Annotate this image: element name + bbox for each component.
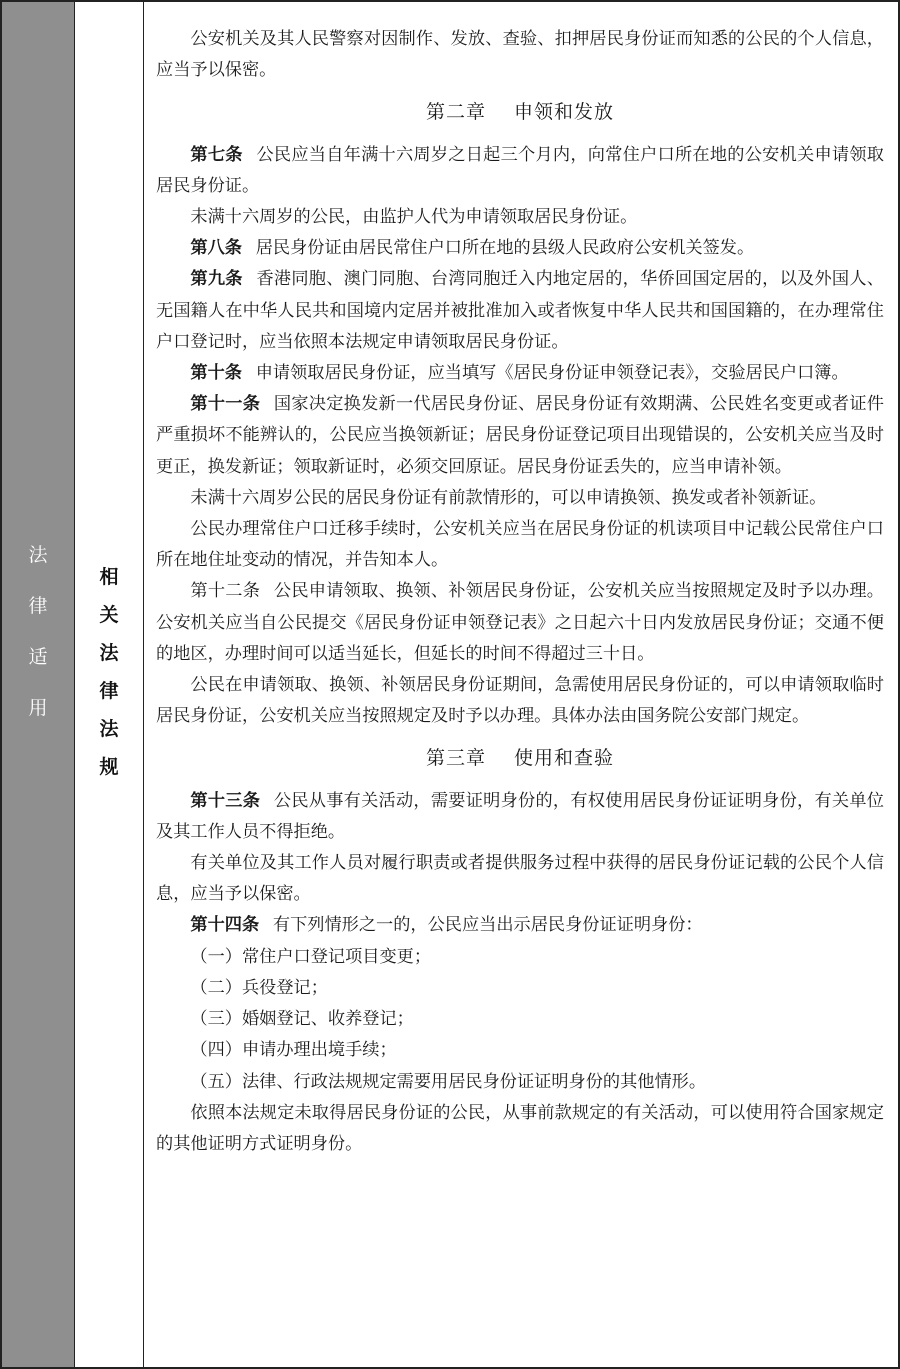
section-char: 法 xyxy=(99,642,119,664)
list-item: （四）申请办理出境手续； xyxy=(190,1040,397,1061)
category-char: 律 xyxy=(28,595,48,617)
article xyxy=(156,264,884,358)
article xyxy=(156,233,884,264)
article-label-plain: 第十二条 xyxy=(190,581,261,602)
article-label: 第八条 xyxy=(190,238,242,259)
article-text: 国家决定换发新一代居民身份证、居民身份证有效期满、公民姓名变更或者证件严重损坏不能辨认的，公民应当换领新证；居民身份证登记项目出现错误的，公安机关应当及时更正，换发新证；领取新证时，必须交回原证。居民身份证丢失的，应当申请补领。 xyxy=(156,394,884,477)
chapter-heading xyxy=(156,743,884,774)
section-char: 相 xyxy=(99,566,119,588)
article-label: 第七条 xyxy=(190,144,243,165)
list-item: （五）法律、行政法规规定需要用居民身份证证明身份的其他情形。 xyxy=(190,1071,707,1092)
section-label xyxy=(75,568,143,796)
article xyxy=(156,786,884,848)
section-char: 关 xyxy=(99,604,119,626)
chapter-number: 第三章 xyxy=(425,747,486,770)
article-text: 有下列情形之一的，公民应当出示居民身份证证明身份： xyxy=(272,915,703,936)
list-item: （三）婚姻登记、收养登记； xyxy=(190,1009,414,1030)
article-text: 香港同胞、澳门同胞、台湾同胞迁入内地定居的，华侨回国定居的，以及外国人、无国籍人在中华人民共和国境内定居并被批准加入或者恢复中华人民共和国国籍的，在办理常住户口登记时，应当依照本法规定申请领取居民身份证。 xyxy=(156,269,884,352)
article-label: 第十一条 xyxy=(190,394,261,415)
article-text: 公民申请领取、换领、补领居民身份证，公安机关应当按照规定及时予以办理。公安机关应当自公民提交《居民身份证申领登记表》之日起六十日内发放居民身份证；交通不便的地区，办理时间可以适当延长，但延长的时间不得超过三十日。 xyxy=(156,581,884,664)
paragraph: 未满十六周岁公民的居民身份证有前款情形的，可以申请换领、换发或者补领新证。 xyxy=(190,487,827,508)
chapter-title: 使用和查验 xyxy=(514,747,615,770)
article-text: 公民从事有关活动，需要证明身份的，有权使用居民身份证证明身份，有关单位及其工作人员不得拒绝。 xyxy=(156,790,884,842)
category-column xyxy=(2,2,75,1367)
chapter-number: 第二章 xyxy=(425,101,486,124)
paragraph: 未满十六周岁的公民，由监护人代为申请领取居民身份证。 xyxy=(190,207,638,228)
paragraph: 有关单位及其工作人员对履行职责或者提供服务过程中获得的居民身份证记载的公民个人信息，应当予以保密。 xyxy=(156,853,884,905)
category-label xyxy=(2,546,74,750)
section-char: 法 xyxy=(99,718,119,740)
article-label: 第十三条 xyxy=(190,790,261,811)
chapter-title: 申领和发放 xyxy=(514,101,615,124)
article-text: 居民身份证由居民常住户口所在地的县级人民政府公安机关签发。 xyxy=(255,238,755,259)
article-label: 第十条 xyxy=(190,363,242,384)
section-char: 规 xyxy=(99,756,119,778)
section-column xyxy=(75,2,144,1367)
list-item: （二）兵役登记； xyxy=(190,977,328,998)
section-char: 律 xyxy=(99,680,119,702)
paragraph: 公民在申请领取、换领、补领居民身份证期间，急需使用居民身份证的，可以申请领取临时居民身份证，公安机关应当按照规定及时予以办理。具体办法由国务院公安部门规定。 xyxy=(156,675,884,727)
category-char: 适 xyxy=(28,646,48,668)
list-item: （一）常住户口登记项目变更； xyxy=(190,946,432,967)
paragraph: 公安机关及其人民警察对因制作、发放、查验、扣押居民身份证而知悉的公民的个人信息，应当予以保密。 xyxy=(156,29,884,81)
category-char: 法 xyxy=(28,544,48,566)
article-text: 公民应当自年满十六周岁之日起三个月内，向常住户口所在地的公安机关申请领取居民身份证。 xyxy=(156,144,884,196)
article xyxy=(156,576,884,670)
article-label: 第十四条 xyxy=(190,915,260,936)
chapter-heading xyxy=(156,97,884,128)
article xyxy=(156,389,884,483)
paragraph: 公民办理常住户口迁移手续时，公安机关应当在居民身份证的机读项目中记载公民常住户口所在地住址变动的情况，并告知本人。 xyxy=(156,519,884,571)
article-text: 申请领取居民身份证，应当填写《居民身份证申领登记表》，交验居民户口簿。 xyxy=(255,363,849,384)
paragraph: 依照本法规定未取得居民身份证的公民，从事前款规定的有关活动，可以使用符合国家规定的其他证明方式证明身份。 xyxy=(156,1102,884,1154)
article-label: 第九条 xyxy=(190,269,243,290)
law-text-body xyxy=(144,2,898,1367)
article xyxy=(156,910,884,941)
article xyxy=(156,358,884,389)
article xyxy=(156,140,884,202)
category-char: 用 xyxy=(28,697,48,719)
